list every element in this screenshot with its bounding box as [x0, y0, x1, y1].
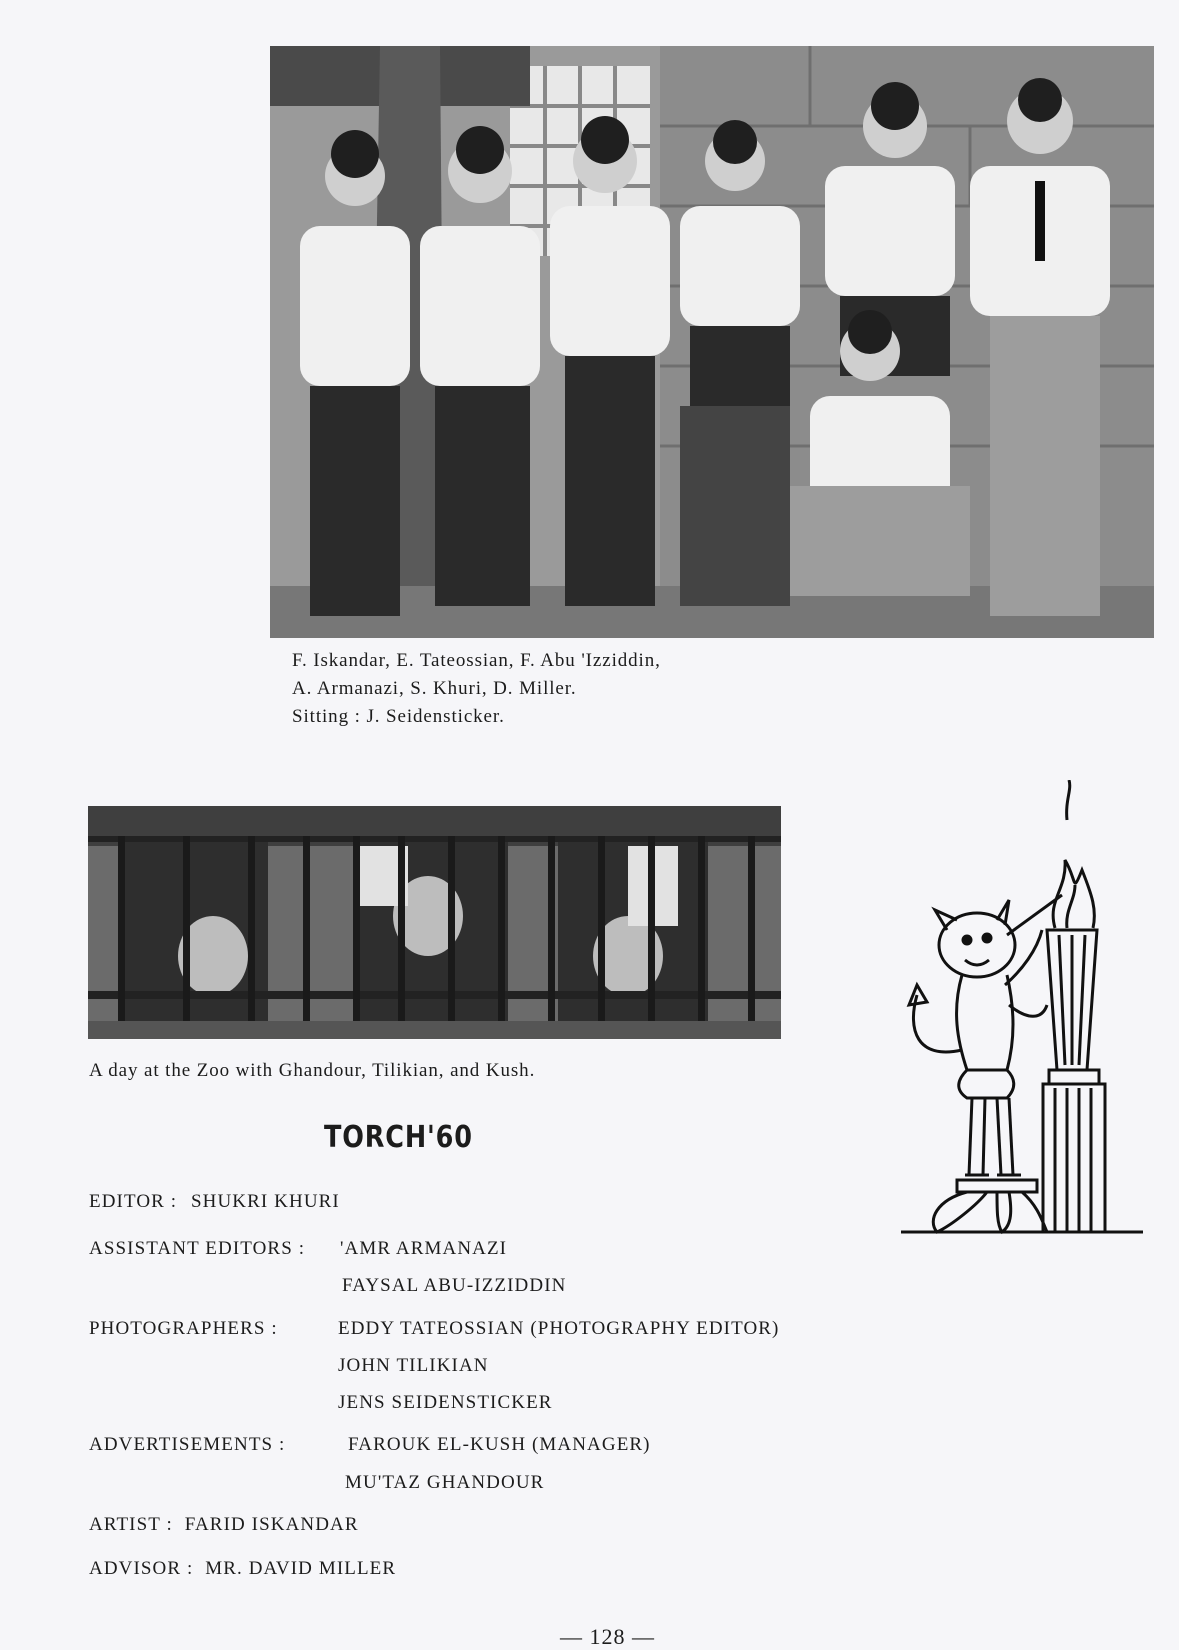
role-label: ADVISOR : — [89, 1558, 194, 1579]
credit-artist — [89, 1514, 359, 1536]
zoo-photo — [88, 806, 781, 1039]
person-name: JENS SEIDENSTICKER — [338, 1392, 553, 1413]
credit-advertisements-role: ADVERTISEMENTS : — [89, 1434, 286, 1455]
person-name: FARID ISKANDAR — [184, 1514, 359, 1535]
person-name: 'AMR ARMANAZI — [340, 1238, 508, 1259]
role-label: EDITOR : — [89, 1191, 178, 1212]
page-number: — 128 — — [560, 1624, 655, 1649]
zoo-photo-caption: A day at the Zoo with Ghandour, Tilikian, and Kush. — [89, 1060, 536, 1081]
group-photo — [270, 46, 1154, 638]
caption-line: Sitting : J. Seidensticker. — [292, 706, 505, 727]
role-label: ARTIST : — [89, 1514, 173, 1535]
masthead-title: TORCH'60 — [324, 1120, 473, 1155]
person-name: SHUKRI KHURI — [191, 1191, 340, 1212]
person-name: JOHN TILIKIAN — [338, 1355, 489, 1376]
person-name: MR. DAVID MILLER — [205, 1558, 397, 1579]
person-name: EDDY TATEOSSIAN (PHOTOGRAPHY EDITOR) — [338, 1318, 780, 1339]
person-name: FAYSAL ABU-IZZIDDIN — [342, 1275, 567, 1296]
person-name: FAROUK EL-KUSH (MANAGER) — [348, 1434, 651, 1455]
devil-torch-illustration — [897, 780, 1147, 1240]
credit-assistant-editors-role: ASSISTANT EDITORS : — [89, 1238, 306, 1259]
group-photo-caption — [292, 647, 661, 731]
caption-line: A. Armanazi, S. Khuri, D. Miller. — [292, 678, 577, 699]
credit-advisor — [89, 1558, 396, 1580]
person-name: MU'TAZ GHANDOUR — [345, 1472, 545, 1493]
credit-editor — [89, 1191, 340, 1213]
caption-line: F. Iskandar, E. Tateossian, F. Abu 'Izziddin, — [292, 650, 661, 671]
credit-photographers-role: PHOTOGRAPHERS : — [89, 1318, 278, 1339]
